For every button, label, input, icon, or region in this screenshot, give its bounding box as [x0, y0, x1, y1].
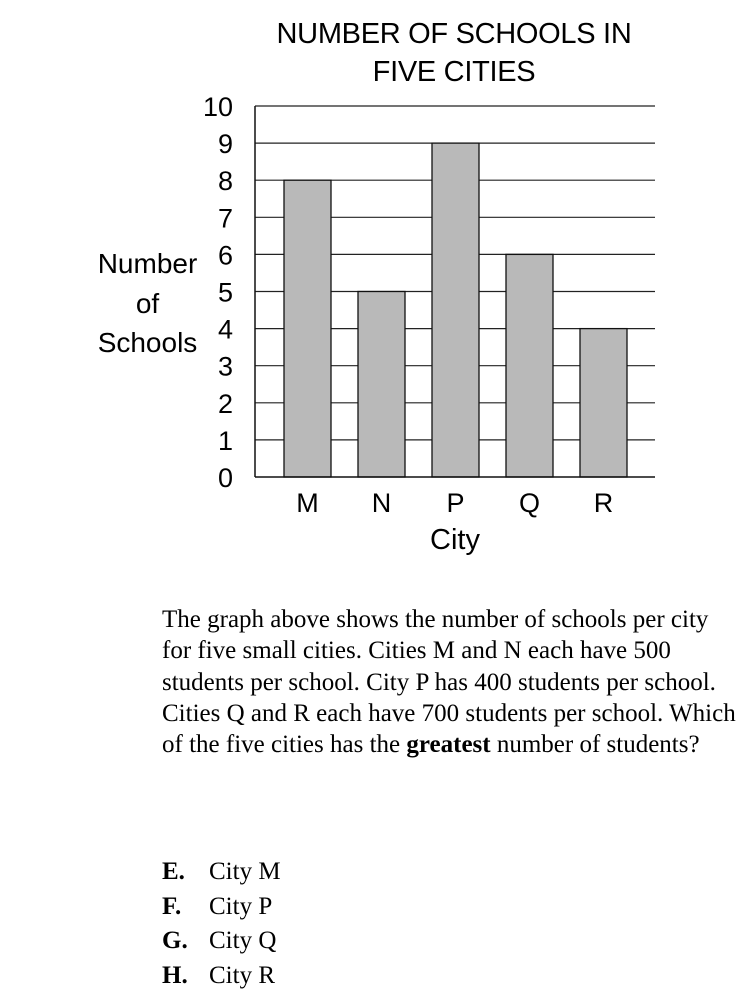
x-axis-label: City	[430, 524, 480, 556]
option-letter: E.	[162, 858, 185, 885]
option-letter: F.	[162, 892, 182, 920]
y-tick-label: 1	[217, 425, 233, 456]
question-text	[162, 604, 742, 760]
x-tick-label: N	[371, 488, 392, 518]
y-axis-label-line-1: Number	[97, 248, 198, 279]
answer-options	[162, 855, 281, 993]
question-text-part-2: number of students?	[490, 731, 700, 759]
option-label: City P	[209, 892, 273, 920]
y-tick-labels	[203, 92, 233, 493]
y-axis-label-line-2: of	[135, 288, 160, 319]
y-tick-label: 4	[217, 314, 233, 345]
x-tick-label: R	[593, 488, 614, 518]
bar-r	[580, 329, 627, 477]
y-tick-label: 8	[217, 166, 233, 197]
option-f[interactable]	[162, 890, 281, 925]
x-tick-label: Q	[518, 488, 541, 518]
x-tick-label: P	[446, 488, 465, 518]
option-label: City M	[209, 858, 281, 885]
bar-n	[358, 292, 405, 478]
bar-m	[284, 180, 331, 477]
option-letter: H.	[162, 961, 188, 989]
option-letter: G.	[162, 927, 188, 954]
y-tick-label: 3	[217, 351, 233, 382]
y-tick-label: 5	[217, 277, 233, 308]
chart-title-line-2: FIVE CITIES	[372, 56, 536, 88]
option-h[interactable]	[162, 959, 281, 994]
bar-p	[432, 143, 479, 477]
y-tick-label: 10	[202, 92, 233, 122]
y-tick-label: 0	[217, 463, 233, 493]
y-axis-label-line-3: Schools	[97, 327, 198, 358]
x-tick-labels	[296, 488, 613, 518]
y-tick-label: 6	[217, 240, 233, 271]
bar-q	[506, 254, 553, 477]
y-tick-label: 9	[217, 129, 233, 160]
chart-title-line-1: NUMBER OF SCHOOLS IN	[276, 18, 632, 50]
option-label: City R	[209, 961, 275, 989]
y-tick-label: 7	[217, 203, 233, 234]
question-text-part-1: The graph above shows the number of schools per city for five small cities. Cities M and N each have 500 students per school. City P has 400 students per school. Cities Q and R each have 700 students per school. Which of the five cities has the	[162, 606, 736, 759]
option-e[interactable]	[162, 855, 281, 890]
option-g[interactable]	[162, 924, 281, 959]
x-tick-label: M	[296, 488, 319, 518]
question-emphasis: greatest	[406, 731, 491, 759]
option-label: City Q	[209, 927, 277, 954]
y-tick-label: 2	[217, 388, 233, 419]
bars	[284, 143, 627, 477]
